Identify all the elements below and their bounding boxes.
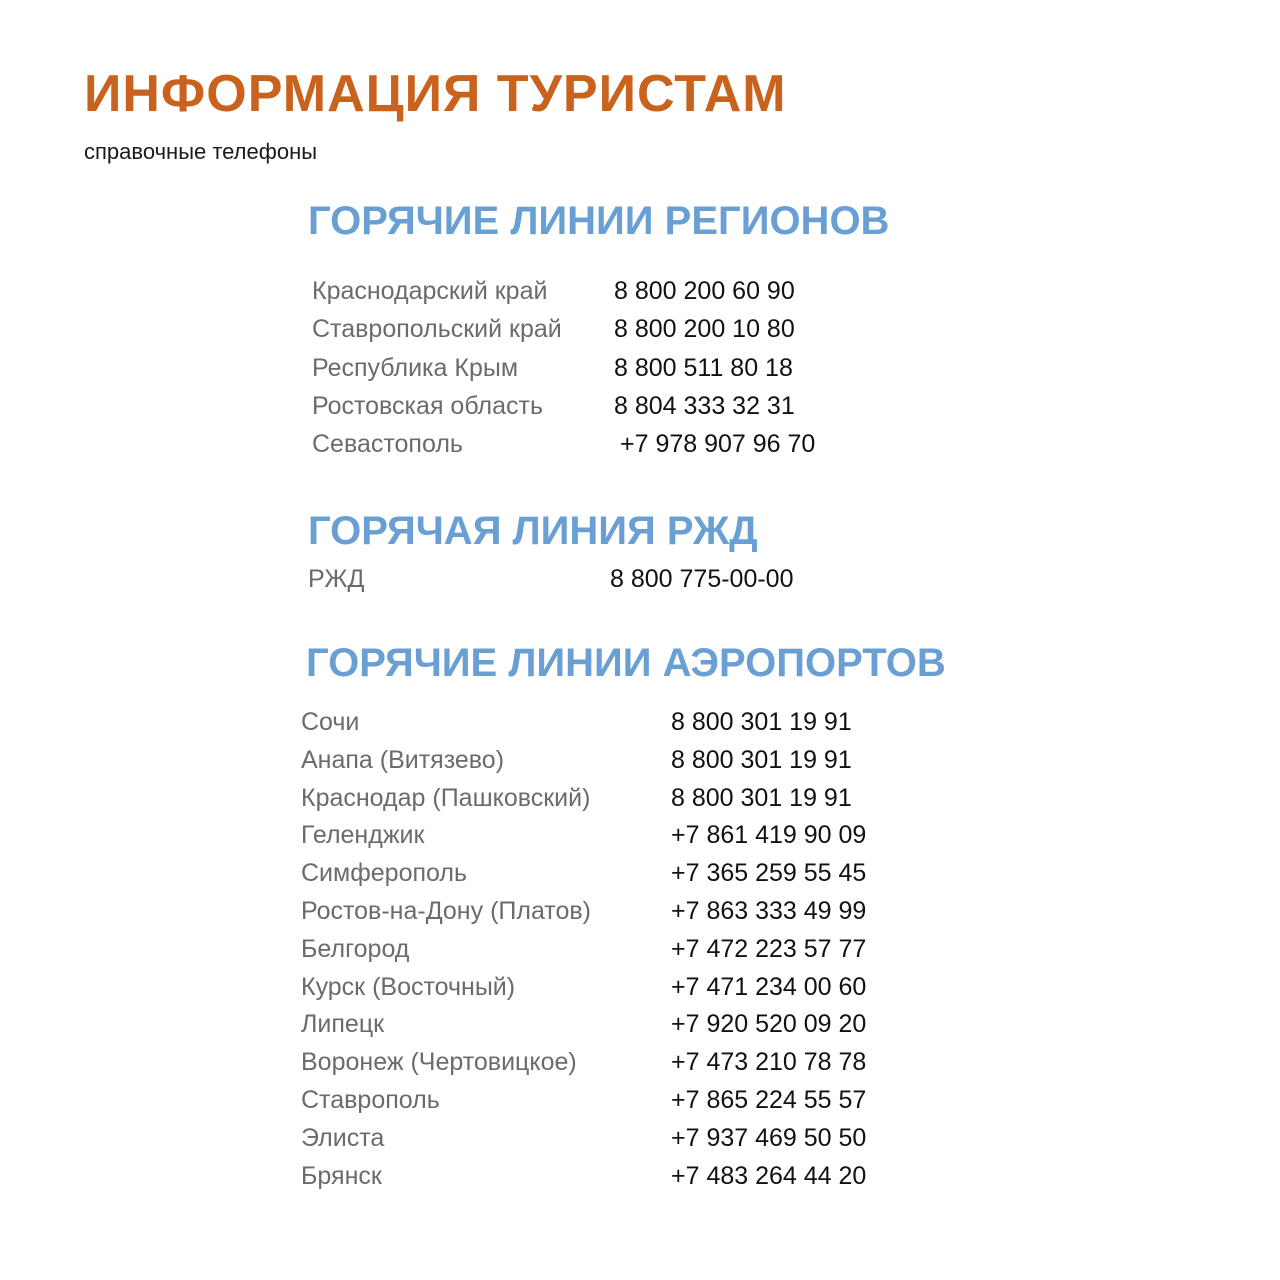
region-name: Республика Крым: [312, 353, 519, 382]
phone-number: +7 365 259 55 45: [671, 859, 867, 888]
airport-name: Воронеж (Чертовицкое): [301, 1048, 577, 1077]
phone-number: +7 978 907 96 70: [620, 430, 816, 459]
phone-number: 8 800 200 10 80: [614, 315, 795, 344]
region-name: Севастополь: [312, 430, 463, 459]
regions-list: [312, 273, 872, 464]
airports-list: [301, 704, 921, 1195]
phone-number: 8 800 775-00-00: [610, 565, 794, 593]
list-item: [301, 1044, 921, 1082]
list-item: [301, 969, 921, 1007]
list-item: [308, 561, 868, 597]
rzd-name: РЖД: [308, 565, 365, 593]
list-item: [312, 311, 872, 349]
list-item: [301, 893, 921, 931]
phone-number: +7 483 264 44 20: [671, 1161, 867, 1190]
list-item: [312, 350, 872, 388]
phone-number: 8 800 301 19 91: [671, 745, 852, 774]
phone-number: 8 800 200 60 90: [614, 277, 795, 305]
list-item: [301, 1158, 921, 1196]
regions-heading: ГОРЯЧИЕ ЛИНИИ РЕГИОНОВ: [308, 199, 890, 243]
list-item: [301, 1120, 921, 1158]
phone-number: +7 473 210 78 78: [671, 1048, 867, 1077]
airport-name: Курск (Восточный): [301, 972, 516, 1001]
region-name: Ростовская область: [312, 391, 543, 420]
airport-name: Ростов-на-Дону (Платов): [301, 896, 591, 925]
rzd-list: [308, 561, 868, 597]
rzd-heading: ГОРЯЧАЯ ЛИНИЯ РЖД: [308, 509, 758, 553]
phone-number: +7 920 520 09 20: [671, 1010, 867, 1039]
airport-name: Ставрополь: [301, 1085, 440, 1114]
list-item: [301, 855, 921, 893]
airport-name: Липецк: [301, 1010, 385, 1039]
region-name: Ставропольский край: [312, 315, 562, 344]
page-title: ИНФОРМАЦИЯ ТУРИСТАМ: [84, 65, 787, 123]
list-item: [301, 1082, 921, 1120]
region-name: Краснодарский край: [312, 277, 548, 305]
phone-number: 8 804 333 32 31: [614, 391, 795, 420]
airport-name: Белгород: [301, 934, 410, 963]
phone-number: +7 865 224 55 57: [671, 1085, 867, 1114]
airports-heading: ГОРЯЧИЕ ЛИНИИ АЭРОПОРТОВ: [306, 641, 946, 685]
airport-name: Сочи: [301, 708, 360, 736]
page-subtitle: справочные телефоны: [84, 139, 318, 164]
phone-number: 8 800 511 80 18: [614, 353, 793, 382]
list-item: [301, 931, 921, 969]
airport-name: Брянск: [301, 1161, 382, 1190]
list-item: [301, 817, 921, 855]
list-item: [312, 273, 872, 311]
list-item: [312, 388, 872, 426]
phone-number: +7 471 234 00 60: [671, 972, 867, 1001]
phone-number: +7 937 469 50 50: [671, 1123, 867, 1152]
list-item: [301, 780, 921, 818]
phone-number: +7 861 419 90 09: [671, 821, 867, 850]
airport-name: Геленджик: [301, 821, 425, 850]
airport-name: Элиста: [301, 1123, 385, 1152]
phone-number: +7 472 223 57 77: [671, 934, 867, 963]
list-item: [301, 704, 921, 742]
list-item: [312, 426, 872, 464]
airport-name: Анапа (Витязево): [301, 745, 505, 774]
phone-number: 8 800 301 19 91: [671, 783, 852, 812]
airport-name: Симферополь: [301, 859, 467, 888]
phone-number: 8 800 301 19 91: [671, 708, 852, 736]
phone-number: +7 863 333 49 99: [671, 896, 867, 925]
list-item: [301, 742, 921, 780]
list-item: [301, 1006, 921, 1044]
airport-name: Краснодар (Пашковский): [301, 783, 591, 812]
